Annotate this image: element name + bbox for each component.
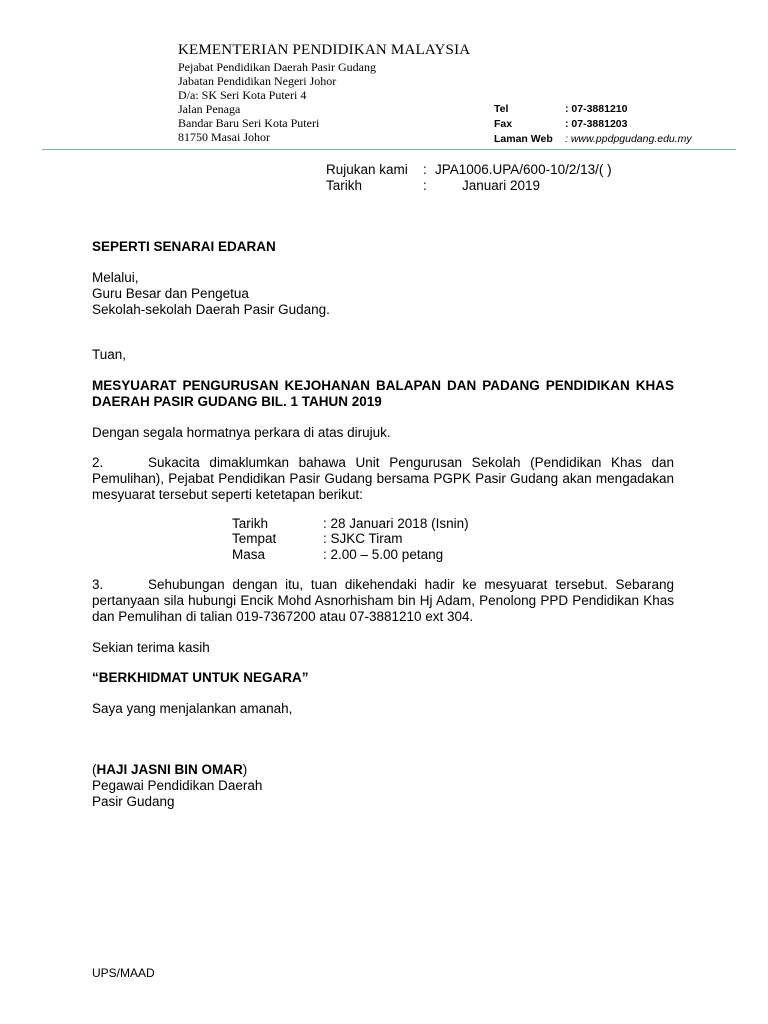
signatory-close-paren: ) (242, 762, 248, 777)
paragraph-3-text: Sehubungan dengan itu, tuan dikehendaki hadir ke mesyuarat tersebut. Sebarang pertanyaan sila hubungi Encik Mohd Asnorhisham bin Hj Adam, Penolong PPD Pendidikan Khas dan Pemulihan di talian 019-7367200 atau 07-3881210 ext 304. (92, 577, 674, 624)
signatory-title: Pegawai Pendidikan Daerah (92, 778, 263, 793)
website-label: Laman Web (494, 133, 553, 145)
footer-code: UPS/MAAD (92, 966, 155, 980)
reference-label: Rujukan kami (326, 162, 408, 177)
tel-label: Tel (494, 103, 509, 115)
recipient-heading: SEPERTI SENARAI EDARAN (92, 239, 276, 254)
address-line-street: Jalan Penaga (178, 102, 241, 116)
fax-value: : 07-3881203 (565, 118, 628, 130)
address-line-office: Pejabat Pendidikan Daerah Pasir Gudang (178, 60, 376, 74)
signoff-line: Saya yang menjalankan amanah, (92, 701, 293, 716)
signatory-name-block (92, 762, 247, 777)
header-divider (42, 149, 736, 150)
motto: “BERKHIDMAT UNTUK NEGARA” (92, 670, 309, 685)
detail-time-label: Masa (232, 547, 266, 562)
paragraph-3-number: 3. (92, 577, 104, 592)
date-label: Tarikh (326, 178, 363, 193)
recipient-via: Melalui, (92, 270, 139, 285)
detail-date-label: Tarikh (232, 516, 269, 531)
ministry-title: KEMENTERIAN PENDIDIKAN MALAYSIA (178, 42, 471, 58)
salutation: Tuan, (92, 347, 127, 362)
address-line-postcode: 81750 Masai Johor (178, 130, 270, 144)
signatory-open-paren: ( (92, 762, 97, 777)
closing-line: Sekian terima kasih (92, 640, 210, 655)
address-line-school: D/a: SK Seri Kota Puteri 4 (178, 88, 307, 102)
date-value: Januari 2019 (462, 178, 541, 193)
recipient-line-2: Sekolah-sekolah Daerah Pasir Gudang. (92, 302, 330, 317)
fax-label: Fax (494, 118, 513, 130)
reference-separator: : (423, 162, 427, 177)
reference-value: JPA1006.UPA/600-10/2/13/( ) (435, 162, 612, 177)
address-line-area: Bandar Baru Seri Kota Puteri (178, 116, 320, 130)
paragraph-2 (92, 455, 674, 503)
website-value[interactable]: : www.ppdpgudang.edu.my (565, 133, 692, 145)
detail-time-value: : 2.00 – 5.00 petang (323, 547, 444, 562)
address-line-department: Jabatan Pendidikan Negeri Johor (178, 74, 337, 88)
detail-venue-value: : SJKC Tiram (323, 531, 403, 546)
paragraph-2-text: Sukacita dimaklumkan bahawa Unit Pengurusan Sekolah (Pendidikan Khas dan Pemulihan), Pejabat Pendidikan Pasir Gudang bersama PGPK Pasir Gudang akan mengadakan mesyuarat tersebut seperti ketetapan berikut: (92, 455, 674, 502)
paragraph-3 (92, 577, 674, 625)
detail-venue-label: Tempat (232, 531, 277, 546)
signatory-district: Pasir Gudang (92, 794, 175, 809)
paragraph-2-number: 2. (92, 455, 104, 470)
recipient-line-1: Guru Besar dan Pengetua (92, 286, 249, 301)
intro-paragraph: Dengan segala hormatnya perkara di atas dirujuk. (92, 425, 391, 440)
signatory-name: HAJI JASNI BIN OMAR (96, 762, 243, 777)
detail-date-value: : 28 Januari 2018 (Isnin) (323, 516, 469, 531)
subject-heading: MESYUARAT PENGURUSAN KEJOHANAN BALAPAN DAN PADANG PENDIDIKAN KHAS DAERAH PASIR GUDANG BIL. 1 TAHUN 2019 (92, 378, 674, 409)
tel-value: : 07-3881210 (565, 103, 628, 115)
date-separator: : (423, 178, 427, 193)
